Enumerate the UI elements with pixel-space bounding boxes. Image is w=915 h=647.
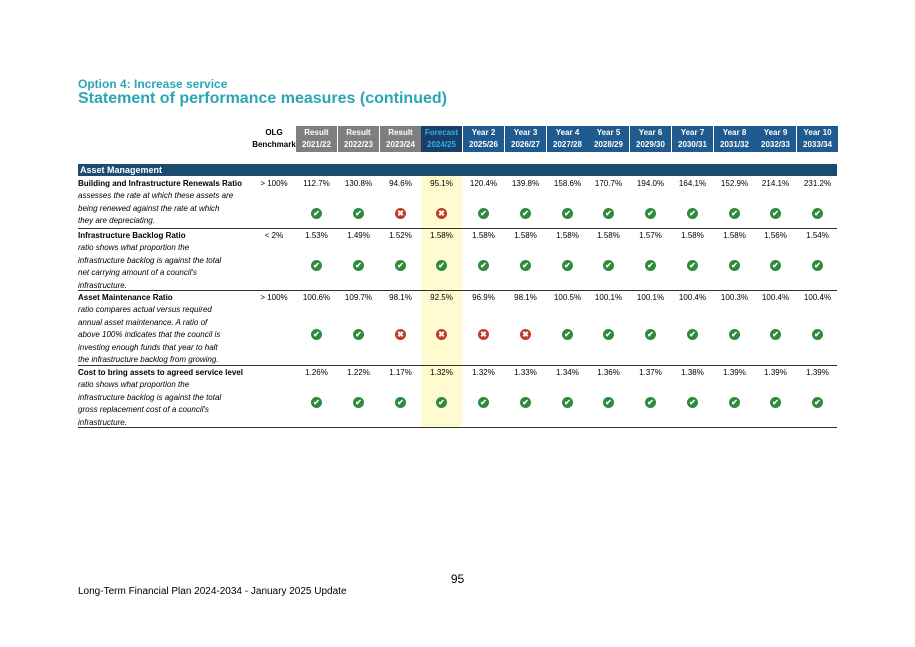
check-circle-icon: ✔	[729, 329, 740, 340]
measure-value: 1.38%	[681, 368, 704, 377]
check-circle-icon: ✔	[478, 260, 489, 271]
header-col-label: Forecast	[424, 128, 459, 137]
measure-description-line: net carrying amount of a council's	[78, 268, 197, 277]
header-col-2024-25	[421, 126, 462, 152]
header-col-period: 2032/33	[761, 140, 790, 149]
measure-value: 1.54%	[806, 231, 829, 240]
measure-value: 139.8%	[511, 179, 540, 188]
check-circle-icon: ✔	[478, 397, 489, 408]
header-col-label: Year 6	[638, 128, 663, 137]
header-col-label: Year 9	[763, 128, 788, 137]
measure-value: 1.58%	[556, 231, 579, 240]
header-col-period: 2027/28	[553, 140, 582, 149]
measure-value: 100.3%	[720, 293, 749, 302]
measure-value: 98.1%	[389, 293, 412, 302]
check-circle-icon: ✔	[520, 208, 531, 219]
check-circle-icon: ✔	[729, 208, 740, 219]
measure-value: 214.1%	[761, 179, 790, 188]
check-circle-icon: ✔	[645, 397, 656, 408]
check-circle-icon: ✔	[395, 260, 406, 271]
check-circle-icon: ✔	[562, 260, 573, 271]
header-col-period: 2022/23	[344, 140, 373, 149]
header-col-2028-29	[588, 126, 629, 152]
measure-description-line: ratio shows what proportion the	[78, 380, 190, 389]
header-col-label: Year 4	[555, 128, 580, 137]
check-circle-icon: ✔	[562, 329, 573, 340]
measure-name: Infrastructure Backlog Ratio	[78, 231, 186, 240]
measure-value: 1.49%	[347, 231, 370, 240]
measure-value: 1.32%	[430, 368, 453, 377]
check-circle-icon: ✔	[478, 208, 489, 219]
measure-value: 112.7%	[303, 179, 330, 188]
measure-value: 1.32%	[472, 368, 495, 377]
measure-description-line: annual asset maintenance. A ratio of	[78, 317, 208, 327]
measure-value: 1.57%	[639, 231, 662, 240]
check-circle-icon: ✔	[770, 397, 781, 408]
header-benchmark	[252, 126, 296, 152]
header-col-2030-31	[672, 126, 713, 152]
header-col-period: 2021/22	[302, 140, 331, 149]
check-circle-icon: ✔	[520, 397, 531, 408]
measure-value: 1.58%	[472, 231, 495, 240]
measure-value: 100.4%	[678, 293, 707, 302]
measure-description-line: infrastructure backlog is against the total	[78, 255, 222, 265]
measure-value: 100.4%	[761, 293, 790, 302]
header-col-label: Year 5	[596, 128, 621, 137]
header-col-label: Result	[346, 128, 371, 137]
measure-value: 100.5%	[553, 293, 582, 302]
check-circle-icon: ✔	[812, 208, 823, 219]
page-footer: Long-Term Financial Plan 2024-2034 - January 2025 Update	[78, 586, 347, 597]
measure-value: 1.58%	[514, 231, 537, 240]
measure-value: 1.37%	[639, 368, 662, 377]
header-col-label: Year 2	[471, 128, 496, 137]
cross-circle-icon: ✖	[436, 208, 447, 219]
page-subtitle: Option 4: Increase service	[78, 77, 228, 91]
check-circle-icon: ✔	[353, 397, 364, 408]
check-circle-icon: ✔	[687, 208, 698, 219]
check-circle-icon: ✔	[562, 208, 573, 219]
measure-value: 1.53%	[305, 231, 328, 240]
check-circle-icon: ✔	[812, 260, 823, 271]
check-circle-icon: ✔	[311, 397, 322, 408]
measure-value: 152.9%	[720, 179, 749, 188]
check-circle-icon: ✔	[687, 260, 698, 271]
check-circle-icon: ✔	[687, 397, 698, 408]
check-circle-icon: ✔	[603, 329, 614, 340]
header-col-label: Year 8	[722, 128, 747, 137]
measure-description-line: being renewed against the rate at which	[78, 203, 220, 213]
measure-value: 1.39%	[806, 368, 829, 377]
header-col-2023-24	[380, 126, 421, 152]
check-circle-icon: ✔	[812, 329, 823, 340]
header-col-2021-22	[296, 126, 337, 152]
measure-value: 170.7%	[594, 179, 623, 188]
measure-value: 164.1%	[678, 179, 707, 188]
measure-value: 94.6%	[389, 179, 412, 188]
measure-name: Asset Maintenance Ratio	[78, 293, 173, 302]
header-benchmark-line1: OLG	[265, 128, 283, 137]
header-col-period: 2023/24	[386, 140, 415, 149]
check-circle-icon: ✔	[353, 260, 364, 271]
measure-description-line: gross replacement cost of a council's	[78, 405, 209, 414]
check-circle-icon: ✔	[729, 397, 740, 408]
measure-value: 1.58%	[597, 231, 620, 240]
measure-value: 1.39%	[723, 368, 746, 377]
measure-value: 194.0%	[636, 179, 665, 188]
measure-value: 1.33%	[514, 368, 537, 377]
measure-benchmark: > 100%	[260, 293, 288, 302]
measure-value: 231.2%	[803, 179, 832, 188]
header-col-2022-23	[338, 126, 379, 152]
header-col-period: 2024/25	[427, 140, 456, 149]
header-col-period: 2029/30	[636, 140, 665, 149]
measure-description-line: above 100% indicates that the council is	[78, 330, 221, 339]
check-circle-icon: ✔	[311, 260, 322, 271]
measure-description-line: infrastructure.	[78, 280, 127, 290]
measure-value: 1.52%	[389, 231, 412, 240]
header-col-period: 2028/29	[594, 140, 623, 149]
header-col-2025-26	[463, 126, 504, 152]
measure-value: 1.39%	[764, 368, 787, 377]
measure-value: 100.6%	[302, 293, 331, 302]
row-divider	[78, 290, 837, 291]
measure-value: 1.58%	[430, 231, 453, 240]
check-circle-icon: ✔	[603, 208, 614, 219]
check-circle-icon: ✔	[770, 208, 781, 219]
header-col-2027-28	[547, 126, 588, 152]
check-circle-icon: ✔	[395, 397, 406, 408]
check-circle-icon: ✔	[812, 397, 823, 408]
row-divider	[78, 427, 837, 428]
header-col-2033-34	[797, 126, 838, 152]
measure-name: Cost to bring assets to agreed service level	[78, 368, 243, 377]
header-col-period: 2030/31	[678, 140, 707, 149]
measure-value: 1.22%	[347, 368, 370, 377]
measure-description-line: the infrastructure backlog from growing.	[78, 355, 219, 364]
cross-circle-icon: ✖	[478, 329, 489, 340]
measure-description-line: infrastructure.	[78, 417, 127, 427]
measure-benchmark: < 2%	[264, 231, 284, 240]
page-number: 95	[450, 572, 465, 586]
measure-value: 100.1%	[636, 293, 665, 302]
check-circle-icon: ✔	[603, 260, 614, 271]
cross-circle-icon: ✖	[520, 329, 531, 340]
header-col-label: Result	[304, 128, 329, 137]
measure-benchmark: > 100%	[260, 179, 288, 188]
measure-description-line: assesses the rate at which these assets are	[78, 191, 234, 200]
cross-circle-icon: ✖	[395, 208, 406, 219]
header-col-period: 2033/34	[803, 140, 832, 149]
row-divider	[78, 365, 837, 366]
measure-value: 98.1%	[514, 293, 537, 302]
check-circle-icon: ✔	[562, 397, 573, 408]
header-benchmark-line2: Benchmark	[252, 140, 296, 149]
check-circle-icon: ✔	[770, 329, 781, 340]
measure-value: 1.58%	[723, 231, 746, 240]
measure-value: 1.56%	[764, 231, 787, 240]
check-circle-icon: ✔	[687, 329, 698, 340]
header-col-2032-33	[755, 126, 796, 152]
measure-description-line: investing enough funds that year to halt	[78, 342, 218, 352]
check-circle-icon: ✔	[520, 260, 531, 271]
header-col-2029-30	[630, 126, 671, 152]
measure-value: 95.1%	[430, 179, 453, 188]
measure-value: 92.5%	[430, 293, 453, 302]
measure-value: 1.17%	[389, 368, 412, 377]
header-col-2026-27	[505, 126, 546, 152]
measure-value: 158.6%	[553, 179, 582, 188]
check-circle-icon: ✔	[436, 397, 447, 408]
check-circle-icon: ✔	[353, 208, 364, 219]
check-circle-icon: ✔	[729, 260, 740, 271]
header-col-label: Year 10	[803, 128, 832, 137]
check-circle-icon: ✔	[436, 260, 447, 271]
check-circle-icon: ✔	[603, 397, 614, 408]
check-circle-icon: ✔	[353, 329, 364, 340]
measure-value: 1.34%	[556, 368, 579, 377]
section-bar-asset-management: Asset Management	[78, 164, 837, 176]
header-col-period: 2025/26	[469, 140, 498, 149]
measure-description-line: ratio compares actual versus required	[78, 305, 212, 314]
measure-description-line: infrastructure backlog is against the total	[78, 392, 222, 402]
measure-description-line: ratio shows what proportion the	[78, 243, 190, 252]
check-circle-icon: ✔	[311, 208, 322, 219]
measure-name: Building and Infrastructure Renewals Ratio	[78, 179, 243, 188]
cross-circle-icon: ✖	[436, 329, 447, 340]
measure-description-line: they are depreciating.	[78, 216, 155, 225]
check-circle-icon: ✔	[645, 260, 656, 271]
header-col-label: Result	[388, 128, 413, 137]
measure-value: 130.8%	[344, 179, 373, 188]
measure-value: 96.9%	[472, 293, 495, 302]
header-col-label: Year 7	[680, 128, 705, 137]
measure-value: 120.4%	[469, 179, 498, 188]
measure-value: 100.1%	[594, 293, 623, 302]
row-divider	[78, 228, 837, 229]
check-circle-icon: ✔	[645, 329, 656, 340]
measure-value: 100.4%	[803, 293, 832, 302]
measure-value: 1.58%	[681, 231, 704, 240]
check-circle-icon: ✔	[645, 208, 656, 219]
measure-value: 1.26%	[305, 368, 328, 377]
measure-value: 1.36%	[597, 368, 620, 377]
header-col-period: 2031/32	[720, 140, 749, 149]
check-circle-icon: ✔	[770, 260, 781, 271]
header-col-2031-32	[714, 126, 755, 152]
page-title: Statement of performance measures (continued)	[78, 90, 447, 107]
check-circle-icon: ✔	[311, 329, 322, 340]
cross-circle-icon: ✖	[395, 329, 406, 340]
header-col-period: 2026/27	[511, 140, 540, 149]
measure-value: 109.7%	[344, 293, 373, 302]
header-col-label: Year 3	[513, 128, 538, 137]
